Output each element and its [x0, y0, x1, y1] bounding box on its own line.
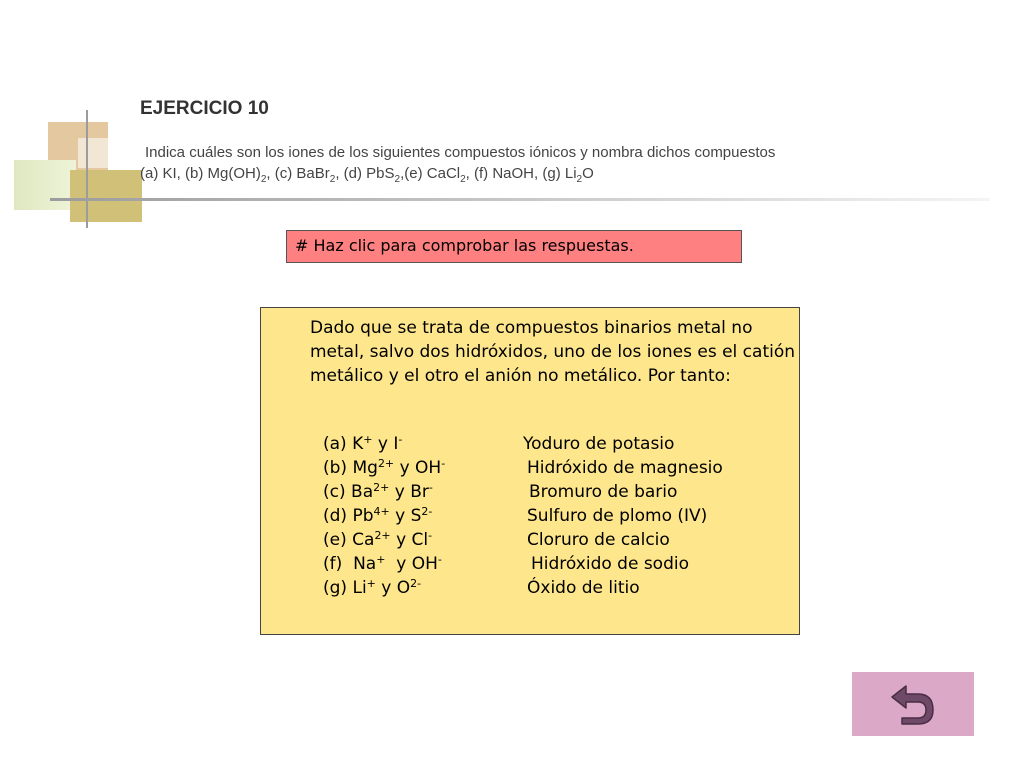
return-button[interactable]: [852, 672, 974, 736]
ion-pair: (b) $Mg^{2+}$ y OH-: [323, 457, 446, 478]
answer-intro: Dado que se trata de compuestos binarios metal no metal, salvo dos hidróxidos, uno de los iones es el catión metálico y el otro el anión no metálico. Por tanto:: [310, 318, 796, 386]
decorative-square-green: [14, 160, 76, 210]
formula-part: ,: [465, 165, 475, 182]
formula-part: (e) CaCl: [404, 165, 461, 182]
formula-part: ,: [266, 165, 275, 182]
formula-part: ,: [335, 165, 344, 182]
compound-name: Óxido de litio: [527, 578, 640, 598]
compound-name: Sulfuro de plomo (IV): [527, 506, 708, 526]
answer-row: [323, 432, 793, 456]
formula-part: (d) PbS: [343, 165, 395, 182]
decorative-vertical-line: [86, 110, 88, 228]
ion-pair: (d) $Pb^{4+}$ y $S^{2-}$: [323, 505, 433, 526]
exercise-title: EJERCICIO 10: [140, 98, 269, 119]
answer-row: [323, 576, 793, 600]
formula-part: (a) KI, (b) Mg(OH): [140, 165, 261, 182]
formula-part: ,: [400, 165, 405, 182]
answer-row: [323, 552, 793, 576]
ion-pair: (a) K+ y I-: [323, 433, 403, 454]
formula-subscript: 2: [576, 174, 583, 185]
answer-row: [323, 480, 793, 504]
formula-subscript: 2: [329, 174, 336, 185]
formula-subscript: 2: [460, 174, 466, 185]
decorative-square-olive: [70, 170, 142, 222]
compound-name: Cloruro de calcio: [527, 530, 670, 550]
compound-name: Hidróxido de magnesio: [527, 458, 723, 478]
title-divider-line: [50, 198, 990, 201]
formula-subscript: 2: [260, 174, 267, 185]
ion-pair: (e) $Ca^{2+}$ y Cl-: [323, 529, 433, 550]
formula-subscript: 2: [394, 174, 401, 185]
answer-box: [260, 307, 800, 635]
formula-part: O: [582, 165, 594, 182]
check-answers-button[interactable]: # Haz clic para comprobar las respuestas.: [286, 230, 742, 263]
formula-part: (c) BaBr: [274, 165, 330, 182]
ion-pair: (f) Na+ y OH-: [323, 553, 442, 574]
compound-formulas: [140, 165, 594, 185]
ion-pair: (g) Li+ y $O^{2-}$: [323, 577, 422, 598]
compound-name: Bromuro de bario: [529, 482, 678, 502]
compound-name: Hidróxido de sodio: [531, 554, 689, 574]
answer-row: [323, 456, 793, 480]
answer-row: [323, 528, 793, 552]
answer-row: [323, 504, 793, 528]
exercise-instruction: Indica cuáles son los iones de los siguientes compuestos iónicos y nombra dichos compuestos: [145, 144, 776, 161]
return-arrow-icon: [888, 680, 938, 728]
formula-part: (f) NaOH, (g) Li: [474, 165, 577, 182]
compound-name: Yoduro de potasio: [523, 434, 675, 454]
ion-pair: (c) $Ba^{2+}$ y Br-: [323, 481, 433, 502]
